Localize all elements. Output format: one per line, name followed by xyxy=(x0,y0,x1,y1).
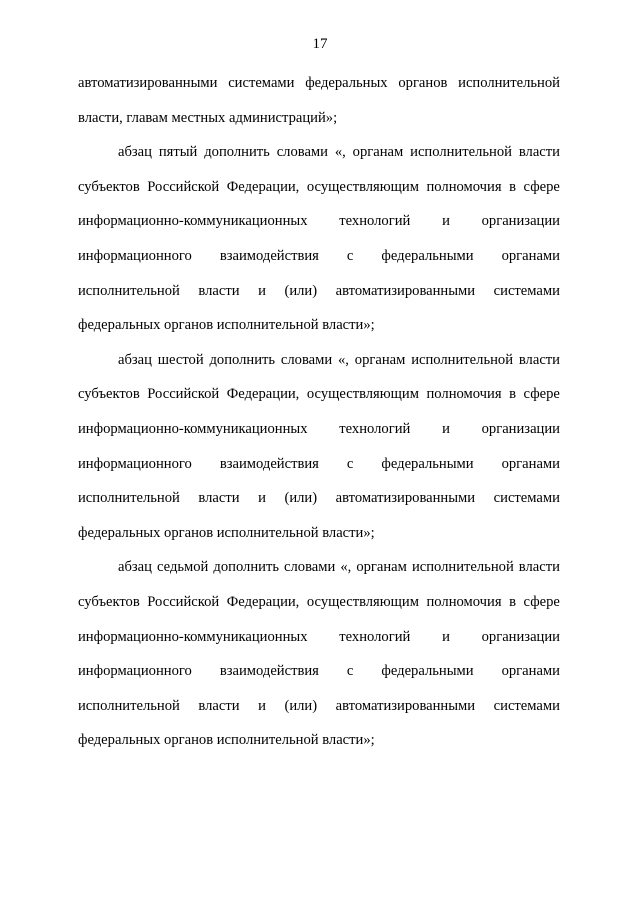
word: осуществляющим xyxy=(306,386,419,403)
word: системами xyxy=(493,697,560,714)
word: полномочия xyxy=(426,178,502,195)
word: системами xyxy=(493,490,560,507)
text-line: федеральных органов исполнительной власти»; xyxy=(78,317,375,334)
word: технологий xyxy=(339,420,411,437)
word: исполнительной xyxy=(78,490,180,507)
word: субъектов xyxy=(78,178,140,195)
paragraph xyxy=(78,350,560,558)
word: власти xyxy=(198,490,240,507)
word: сфере xyxy=(523,178,560,195)
word: власти xyxy=(518,351,560,368)
word: организации xyxy=(481,628,560,645)
word: седьмой xyxy=(157,559,209,576)
word: органами xyxy=(501,663,560,680)
word: сфере xyxy=(523,593,560,610)
text-line: федеральных органов исполнительной власти»; xyxy=(78,732,375,749)
word: (или) xyxy=(284,282,318,299)
word: с xyxy=(346,455,354,472)
word: автоматизированными xyxy=(78,75,218,91)
word: и xyxy=(442,420,450,437)
word: исполнительной xyxy=(411,559,514,576)
text-line xyxy=(78,281,560,316)
word: дополнить xyxy=(209,351,276,368)
word: сфере xyxy=(523,386,560,403)
word: власти xyxy=(198,697,240,714)
word: исполнительной xyxy=(458,75,560,91)
word: и xyxy=(258,282,266,299)
word: технологий xyxy=(339,628,411,645)
text-line xyxy=(78,696,560,731)
word: полномочия xyxy=(426,593,502,610)
word: словами xyxy=(280,351,333,368)
word: Федерации, xyxy=(226,178,300,195)
text-line xyxy=(78,384,560,419)
word: «, xyxy=(340,559,352,576)
word: исполнительной xyxy=(78,697,180,714)
word: дополнить xyxy=(204,144,270,161)
paragraph xyxy=(78,73,560,142)
word: взаимодействия xyxy=(219,663,319,680)
word: органам xyxy=(354,351,406,368)
text-line xyxy=(78,350,560,385)
text-line xyxy=(78,211,560,246)
word: пятый xyxy=(158,144,198,161)
word: «, xyxy=(338,351,349,368)
word: дополнить xyxy=(213,559,279,576)
word: информационно-коммуникационных xyxy=(78,420,308,437)
word: системами xyxy=(493,282,560,299)
word: в xyxy=(509,386,516,403)
word: власти xyxy=(198,282,240,299)
word: осуществляющим xyxy=(306,178,419,195)
word: и xyxy=(442,213,450,230)
word: «, xyxy=(334,144,346,161)
word: федеральными xyxy=(381,247,474,264)
word: органами xyxy=(501,455,560,472)
word: абзац xyxy=(118,144,152,161)
word: Федерации, xyxy=(226,386,300,403)
word: информационно-коммуникационных xyxy=(78,213,308,230)
document-body xyxy=(78,73,560,765)
word: исполнительной xyxy=(78,282,180,299)
word: автоматизированными xyxy=(335,282,476,299)
text-line xyxy=(78,557,560,592)
word: (или) xyxy=(284,697,318,714)
word: с xyxy=(346,663,354,680)
text-line xyxy=(78,246,560,281)
word: федеральных xyxy=(305,75,388,91)
word: власти xyxy=(518,144,560,161)
word: Российской xyxy=(147,386,220,403)
word: в xyxy=(509,178,516,195)
word: органам xyxy=(356,559,407,576)
text-line: федеральных органов исполнительной власти»; xyxy=(78,524,375,541)
word: федеральными xyxy=(381,663,474,680)
word: информационно-коммуникационных xyxy=(78,628,308,645)
word: системами xyxy=(228,75,295,91)
word: субъектов xyxy=(78,386,140,403)
word: Российской xyxy=(147,593,220,610)
word: и xyxy=(258,697,266,714)
word: Федерации, xyxy=(226,593,300,610)
word: абзац xyxy=(118,351,152,368)
word: осуществляющим xyxy=(306,593,419,610)
text-line: власти, главам местных администраций»; xyxy=(78,109,338,126)
word: (или) xyxy=(284,490,318,507)
word: органов xyxy=(398,75,448,91)
text-line xyxy=(78,592,560,627)
word: исполнительной xyxy=(411,351,514,368)
word: федеральными xyxy=(381,455,474,472)
word: в xyxy=(509,593,516,610)
word: организации xyxy=(481,213,560,230)
text-line xyxy=(78,661,560,696)
page-number: 17 xyxy=(312,36,328,52)
word: Российской xyxy=(147,178,220,195)
word: взаимодействия xyxy=(219,247,319,264)
word: абзац xyxy=(118,559,152,576)
word: шестой xyxy=(157,351,204,368)
text-line xyxy=(78,177,560,212)
word: и xyxy=(442,628,450,645)
word: взаимодействия xyxy=(219,455,319,472)
word: полномочия xyxy=(426,386,502,403)
text-line xyxy=(78,488,560,523)
word: информационного xyxy=(78,455,192,472)
word: автоматизированными xyxy=(335,697,476,714)
text-line xyxy=(78,454,560,489)
word: субъектов xyxy=(78,593,140,610)
word: словами xyxy=(284,559,336,576)
text-line xyxy=(78,142,560,177)
word: словами xyxy=(276,144,328,161)
word: с xyxy=(346,247,354,264)
word: информационного xyxy=(78,663,192,680)
text-line xyxy=(78,419,560,454)
word: органами xyxy=(501,247,560,264)
text-line xyxy=(78,627,560,662)
word: технологий xyxy=(339,213,411,230)
word: власти xyxy=(518,559,560,576)
paragraph xyxy=(78,557,560,765)
word: органам xyxy=(352,144,404,161)
word: организации xyxy=(481,420,560,437)
word: информационного xyxy=(78,247,192,264)
paragraph xyxy=(78,142,560,350)
word: автоматизированными xyxy=(335,490,476,507)
text-line xyxy=(78,73,560,108)
word: и xyxy=(258,490,266,507)
word: исполнительной xyxy=(410,144,512,161)
